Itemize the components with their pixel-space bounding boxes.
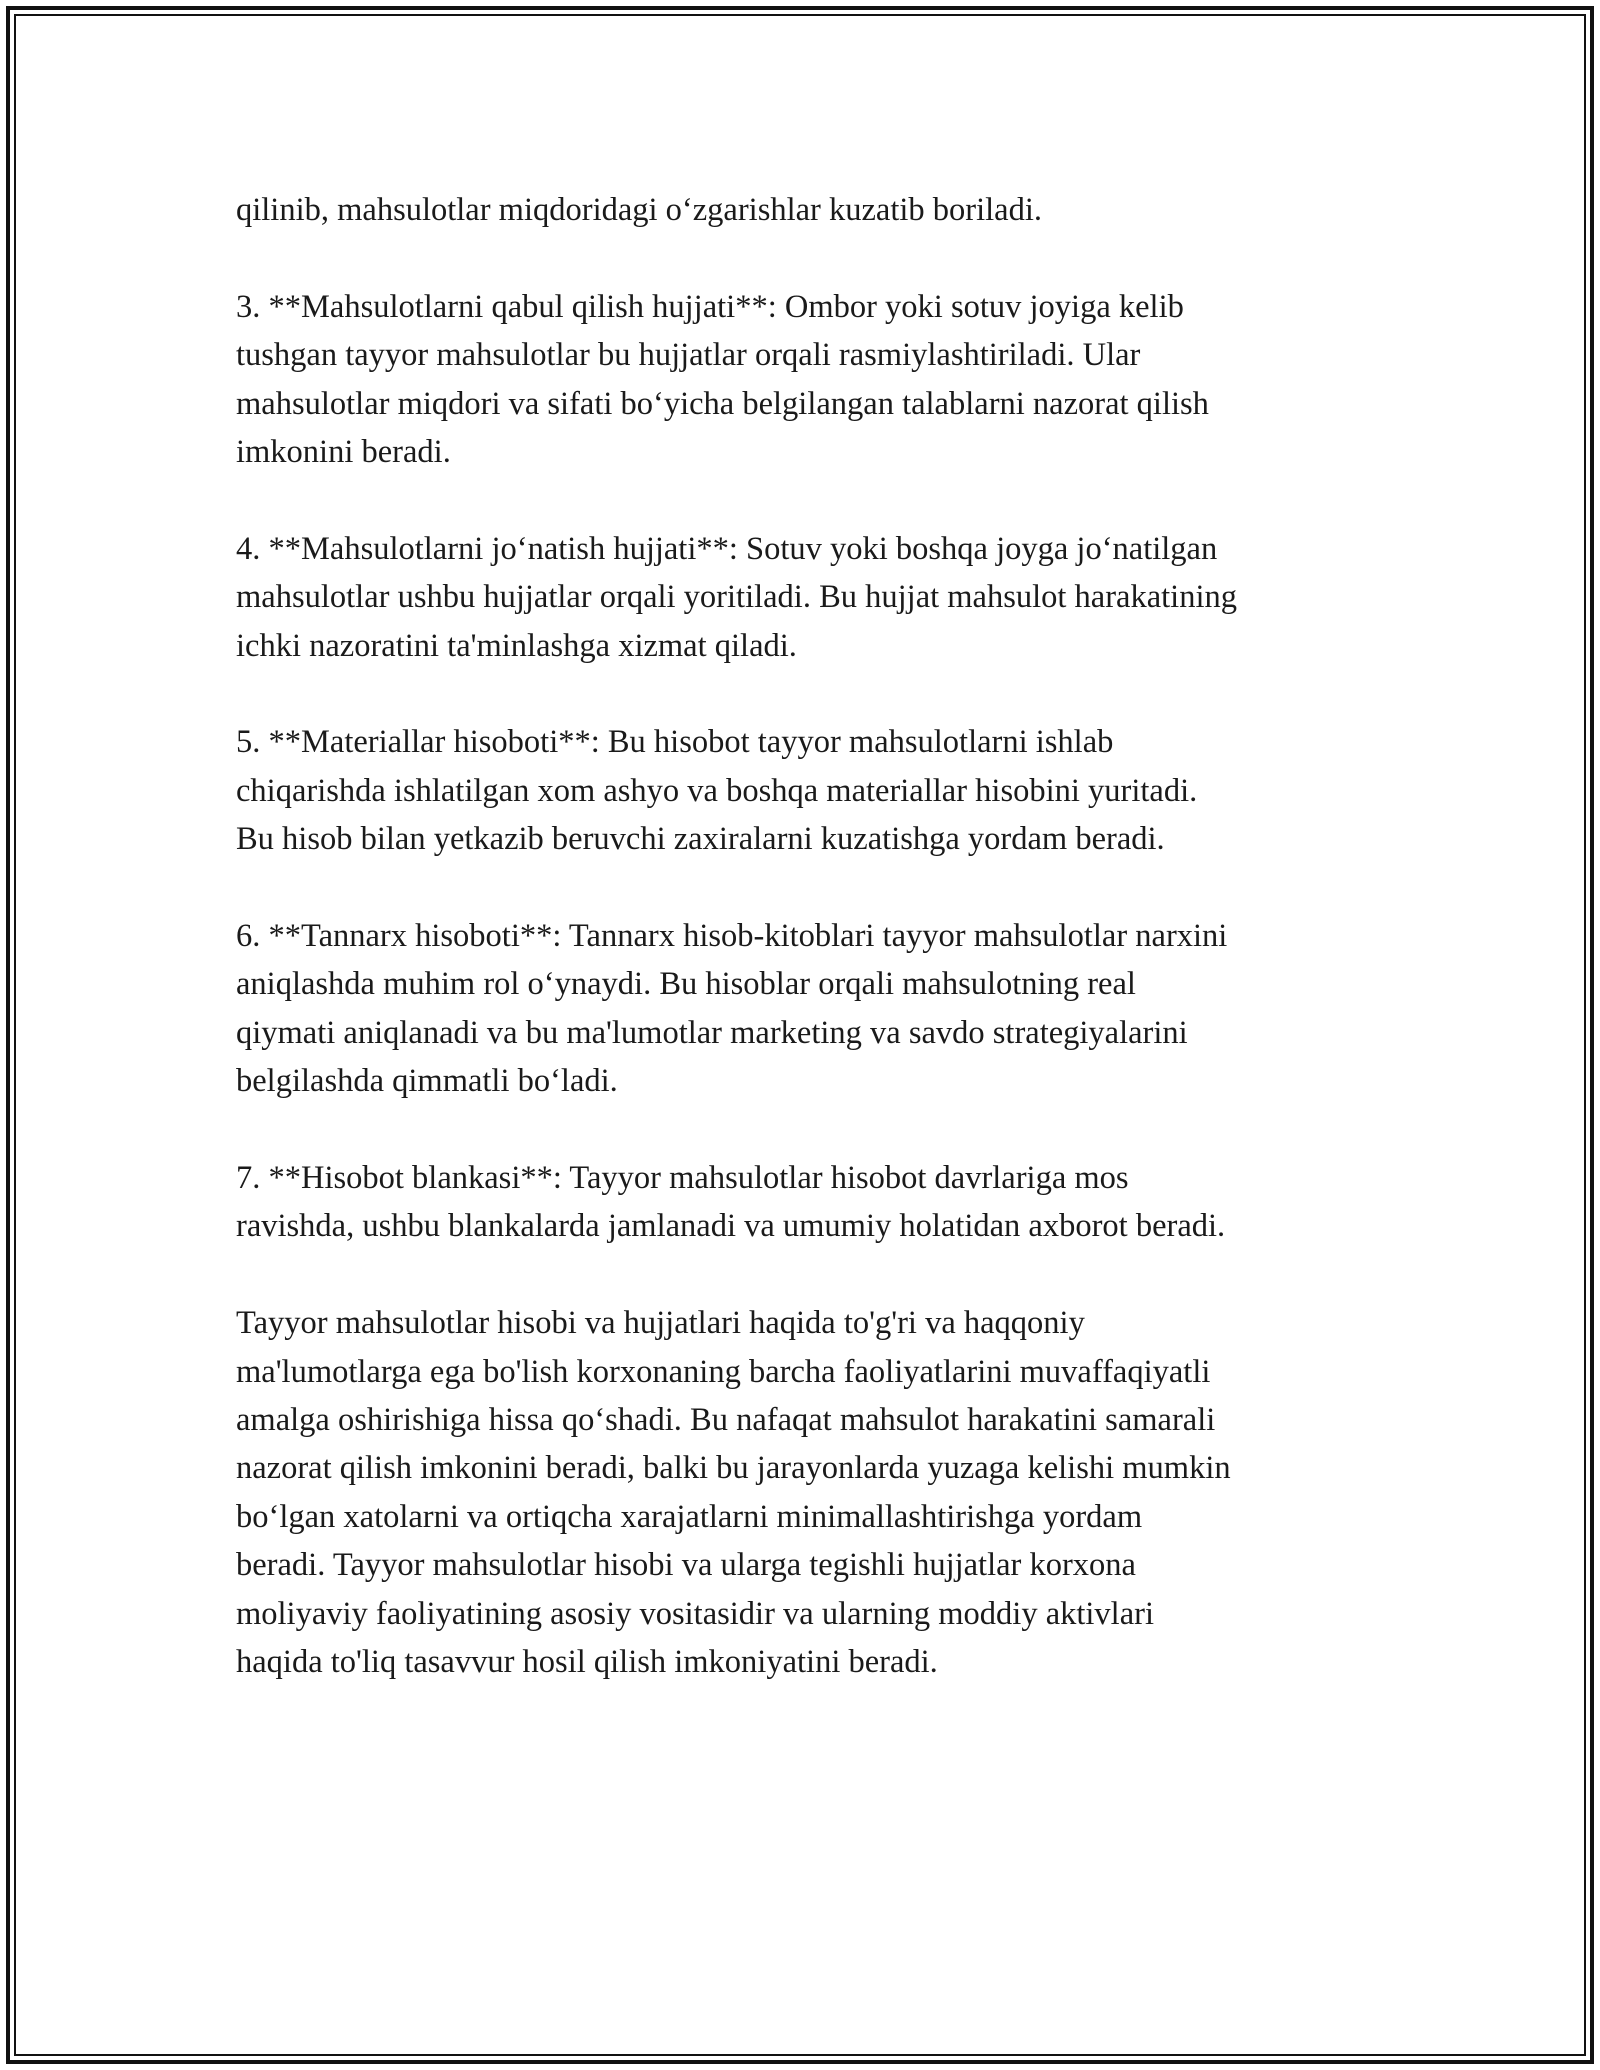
text-line: imkonini beradi. [236, 434, 451, 471]
text-line: bo‘lgan xatolarni va ortiqcha xarajatlarni minimallashtirishga yordam [236, 1498, 1143, 1535]
text-line: 6. **Tannarx hisoboti**: Tannarx hisob-kitoblari tayyor mahsulotlar narxini [236, 918, 1228, 955]
text-line: qiymati aniqlanadi va bu ma'lumotlar marketing va savdo strategiyalarini [236, 1014, 1188, 1051]
paragraph-continuation [236, 186, 1376, 234]
text-line: aniqlashda muhim rol o‘ynaydi. Bu hisoblar orqali mahsulotning real [236, 966, 1136, 1003]
paragraph-item-6 [236, 912, 1376, 1106]
text-line: ravishda, ushbu blankalarda jamlanadi va umumiy holatidan axborot beradi. [236, 1208, 1226, 1245]
text-line: qilinib, mahsulotlar miqdoridagi o‘zgarishlar kuzatib boriladi. [236, 192, 1042, 228]
text-line: haqida to'liq tasavvur hosil qilish imkoniyatini beradi. [236, 1644, 938, 1681]
paragraph-item-3 [236, 283, 1376, 477]
text-line: 3. **Mahsulotlarni qabul qilish hujjati**: Ombor yoki sotuv joyiga kelib [236, 288, 1184, 325]
text-line: ichki nazoratini ta'minlashga xizmat qiladi. [236, 627, 797, 664]
text-line: chiqarishda ishlatilgan xom ashyo va boshqa materiallar hisobini yuritadi. [236, 772, 1198, 809]
text-line: 4. **Mahsulotlarni jo‘natish hujjati**: Sotuv yoki boshqa joyga jo‘natilgan [236, 530, 1218, 567]
text-line: Bu hisob bilan yetkazib beruvchi zaxiralarni kuzatishga yordam beradi. [236, 821, 1165, 858]
paragraph-item-7 [236, 1154, 1376, 1251]
text-line: 7. **Hisobot blankasi**: Tayyor mahsulotlar hisobot davrlariga mos [236, 1160, 1129, 1197]
paragraph-item-5 [236, 718, 1376, 863]
text-line: ma'lumotlarga ega bo'lish korxonaning barcha faoliyatlarini muvaffaqiyatli [236, 1353, 1211, 1390]
text-line: Tayyor mahsulotlar hisobi va hujjatlari haqida to'g'ri va haqqoniy [236, 1305, 1085, 1342]
text-line: tushgan tayyor mahsulotlar bu hujjatlar orqali rasmiylashtiriladi. Ular [236, 337, 1141, 374]
text-line: beradi. Tayyor mahsulotlar hisobi va ularga tegishli hujjatlar korxona [236, 1547, 1136, 1584]
text-line: nazorat qilish imkonini beradi, balki bu jarayonlarda yuzaga kelishi mumkin [236, 1450, 1231, 1487]
text-line: mahsulotlar miqdori va sifati bo‘yicha belgilangan talablarni nazorat qilish [236, 385, 1209, 422]
text-line: amalga oshirishiga hissa qo‘shadi. Bu nafaqat mahsulot harakatini samarali [236, 1402, 1216, 1439]
text-line: 5. **Materiallar hisoboti**: Bu hisobot tayyor mahsulotlarni ishlab [236, 724, 1114, 761]
text-line: moliyaviy faoliyatining asosiy vositasidir va ularning moddiy aktivlari [236, 1595, 1154, 1632]
paragraph-conclusion [236, 1299, 1376, 1686]
text-line: mahsulotlar ushbu hujjatlar orqali yoritiladi. Bu hujjat mahsulot harakatining [236, 579, 1237, 616]
document-body [236, 186, 1376, 1735]
text-line: belgilashda qimmatli bo‘ladi. [236, 1063, 618, 1100]
paragraph-item-4 [236, 525, 1376, 670]
